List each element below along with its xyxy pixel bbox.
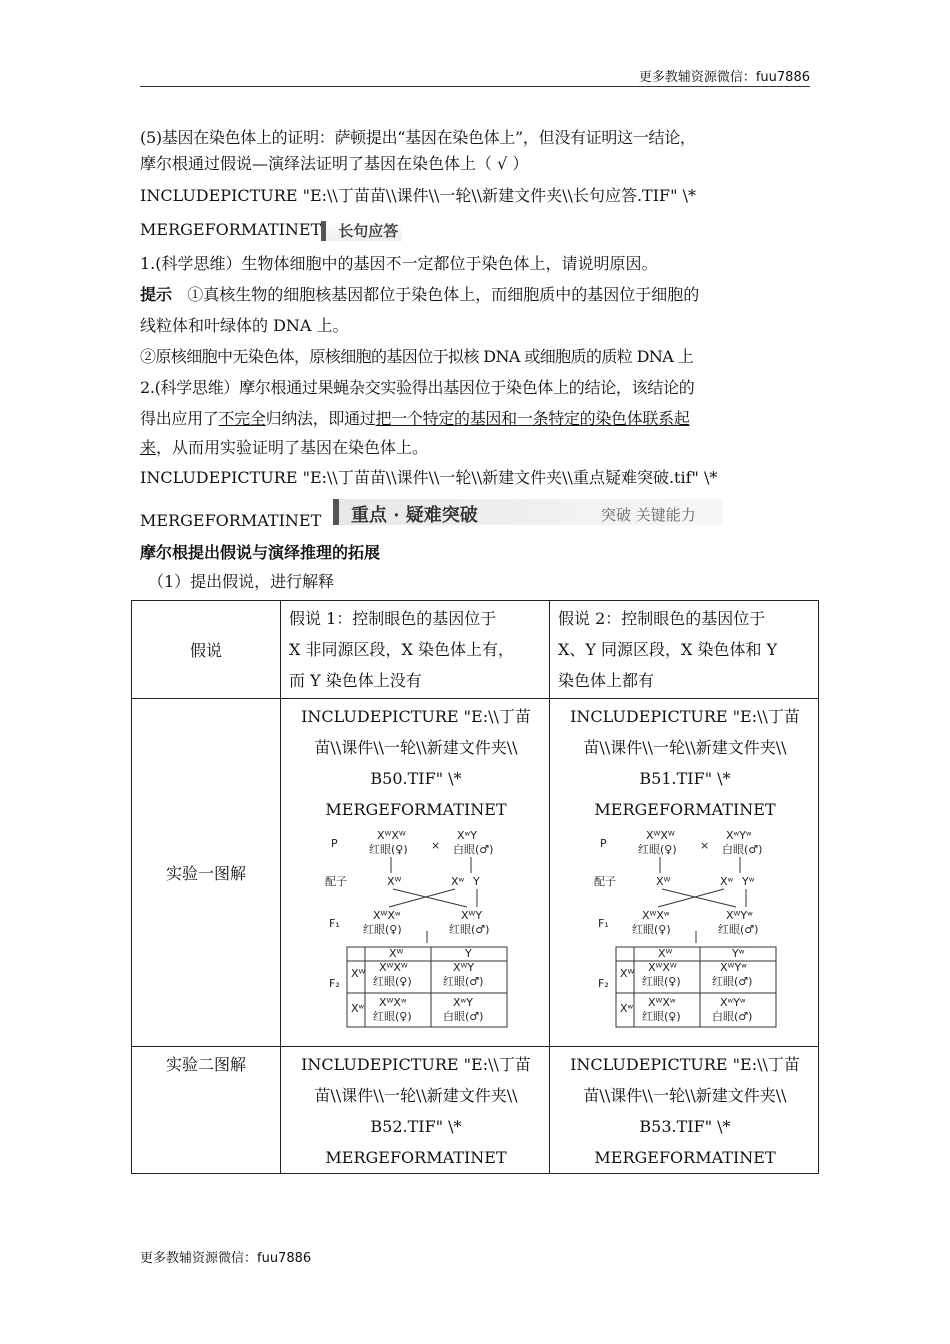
inc-line: B53.TIF" \* xyxy=(639,1117,731,1136)
inc-line: INCLUDEPICTURE "E:\\丁苗 xyxy=(570,707,800,726)
f2-col-2: Y xyxy=(465,947,472,960)
gamete-3: Y xyxy=(473,875,480,888)
h1-line: 假说 1：控制眼色的基因位于 xyxy=(289,609,497,628)
f2-cell-c: XᵂXʷ xyxy=(648,996,676,1009)
f2-row-1: Xᵂ xyxy=(620,967,635,980)
cross-diagram-1 xyxy=(281,825,549,1035)
p-label: P xyxy=(600,837,607,850)
f2-col-1: Xᵂ xyxy=(658,947,673,960)
f2-cell-d-phenotype: 白眼(♂) xyxy=(443,1010,484,1023)
q1-line4: ②原核细胞中无染色体，原核细胞的基因位于拟核 DNA 或细胞质的质粒 DNA 上 xyxy=(140,347,694,366)
page-header xyxy=(140,64,810,87)
inc-line: B52.TIF" \* xyxy=(370,1117,462,1136)
exp2-h1-cell xyxy=(281,1047,550,1174)
gamete-label: 配子 xyxy=(594,875,616,888)
include1-line1: INCLUDEPICTURE "E:\\丁苗苗\\课件\\一轮\\新建文件夹\\长句应答.TIF" \* xyxy=(140,186,696,205)
f2-cell-b: XᵂY xyxy=(453,961,475,974)
f1-female-genotype: XᵂXʷ xyxy=(373,909,401,922)
p-female-phenotype: 红眼(♀) xyxy=(638,843,677,856)
f2-cell-d: XʷYʷ xyxy=(720,996,746,1009)
page-footer: 更多教辅资源微信：fuu7886 xyxy=(140,1251,312,1266)
f1-female-genotype: XᵂXʷ xyxy=(642,909,670,922)
cross-symbol: × xyxy=(700,839,710,852)
p-male-genotype: XʷYʷ xyxy=(726,829,752,842)
f2-cell-b: XᵂYʷ xyxy=(720,961,747,974)
f2-cell-d: XʷY xyxy=(453,996,473,1009)
gamete-1: Xᵂ xyxy=(656,875,671,888)
q2-line3 xyxy=(140,438,428,458)
gamete-1: Xᵂ xyxy=(387,875,402,888)
q2-text-a: 得出应用了 xyxy=(140,409,219,428)
q2-line2 xyxy=(140,409,690,429)
inc-line: MERGEFORMATINET xyxy=(325,1148,507,1167)
gamete-3: Yʷ xyxy=(742,875,755,888)
q1-line2: ①真核生物的细胞核基因都位于染色体上，而细胞质中的基因位于细胞的 xyxy=(187,285,700,304)
exp2-h2-cell xyxy=(550,1047,819,1174)
inc-line: MERGEFORMATINET xyxy=(594,800,776,819)
q1-hint-line xyxy=(140,285,699,305)
exp2-label-text: 实验二图解 xyxy=(165,1055,246,1074)
f2-cell-b-phenotype: 红眼(♂) xyxy=(443,975,484,988)
exp1-h2-cell xyxy=(550,699,819,1047)
h1-line: X 非同源区段，X 染色体上有， xyxy=(289,640,514,659)
inc-line: B50.TIF" \* xyxy=(370,769,462,788)
include-b50 xyxy=(281,699,549,825)
inc-line: INCLUDEPICTURE "E:\\丁苗 xyxy=(301,707,531,726)
q2-text-b: 归纳法，即通过 xyxy=(265,409,376,428)
para5-line2: 摩尔根通过假说—演绎法证明了基因在染色体上（ √ ） xyxy=(140,154,529,173)
f1-male-genotype: XᵂY xyxy=(461,909,483,922)
h2-line: 染色体上都有 xyxy=(558,671,655,690)
f1-female-phenotype: 红眼(♀) xyxy=(363,923,402,936)
f2-cell-a-phenotype: 红眼(♀) xyxy=(642,975,681,988)
f2-cell-d-phenotype: 白眼(♂) xyxy=(712,1010,753,1023)
answer-underline-1: 不完全 xyxy=(218,409,266,428)
f2-label: F₂ xyxy=(329,977,340,990)
f2-cell-b-phenotype: 红眼(♂) xyxy=(712,975,753,988)
include-b52 xyxy=(281,1047,549,1173)
inc-line: MERGEFORMATINET xyxy=(594,1148,776,1167)
f2-cell-a: XᵂXᵂ xyxy=(379,961,408,974)
p-female-genotype: XᵂXᵂ xyxy=(377,829,406,842)
p-male-phenotype: 白眼(♂) xyxy=(453,843,494,856)
f2-cell-c-phenotype: 红眼(♀) xyxy=(642,1010,681,1023)
banner-long-answer: 长句应答 xyxy=(321,221,402,241)
f1-male-genotype: XᵂYʷ xyxy=(726,909,753,922)
q2-text-c: ，从而用实验证明了基因在染色体上。 xyxy=(156,438,429,457)
f1-male-phenotype: 红眼(♂) xyxy=(449,923,490,936)
h1-line: 而 Y 染色体上没有 xyxy=(289,671,422,690)
include1-field: MERGEFORMATINET xyxy=(140,220,322,239)
q1-line1: 1.(科学思维）生物体细胞中的基因不一定都位于染色体上，请说明原因。 xyxy=(140,254,658,273)
p-female-phenotype: 红眼(♀) xyxy=(369,843,408,856)
include-b53 xyxy=(550,1047,818,1173)
banner-subtitle: 突破 关键能力 xyxy=(601,506,696,524)
gamete-label: 配子 xyxy=(325,875,347,888)
header-text: 更多教辅资源微信：fuu7886 xyxy=(638,70,810,85)
inc-line: INCLUDEPICTURE "E:\\丁苗 xyxy=(301,1055,531,1074)
hypothesis-1-cell xyxy=(281,601,550,699)
f2-col-1: Xᵂ xyxy=(389,947,404,960)
inc-line: INCLUDEPICTURE "E:\\丁苗 xyxy=(570,1055,800,1074)
f1-label: F₁ xyxy=(598,917,609,930)
answer-underline-2: 把一个特定的基因和一条特定的染色体联系起 xyxy=(375,409,690,428)
answer-underline-3: 来 xyxy=(140,438,157,457)
p-label: P xyxy=(331,837,338,850)
row-label-exp1: 实验一图解 xyxy=(132,699,281,1047)
include1-line2 xyxy=(140,220,402,241)
h2-line: X、Y 同源区段，X 染色体和 Y xyxy=(558,640,778,659)
q2-line1: 2.(科学思维）摩尔根通过果蝇杂交实验得出基因位于染色体上的结论，该结论的 xyxy=(140,378,695,397)
f2-cell-a: XᵂXᵂ xyxy=(648,961,677,974)
include2-line1: INCLUDEPICTURE "E:\\丁苗苗\\课件\\一轮\\新建文件夹\\重点疑难突破.tif" \* xyxy=(140,468,718,487)
f2-cell-a-phenotype: 红眼(♀) xyxy=(373,975,412,988)
f2-row-2: Xʷ xyxy=(351,1002,365,1015)
inc-line: MERGEFORMATINET xyxy=(325,800,507,819)
section-sub: （1）提出假说，进行解释 xyxy=(148,572,335,591)
gamete-2: Xʷ xyxy=(720,875,734,888)
inc-line: 苗\\课件\\一轮\\新建文件夹\\ xyxy=(314,738,518,757)
hint-label: 提示 xyxy=(140,285,173,304)
f2-cell-c: XᵂXʷ xyxy=(379,996,407,1009)
para5-line1: (5)基因在染色体上的证明：萨顿提出“基因在染色体上”，但没有证明这一结论， xyxy=(140,128,696,147)
f1-female-phenotype: 红眼(♀) xyxy=(632,923,671,936)
include2-line2: MERGEFORMATINET xyxy=(140,511,322,530)
inc-line: 苗\\课件\\一轮\\新建文件夹\\ xyxy=(583,738,787,757)
f1-label: F₁ xyxy=(329,917,340,930)
f2-row-1: Xᵂ xyxy=(351,967,366,980)
hypothesis-table xyxy=(131,600,819,1174)
cross-diagram-2 xyxy=(550,825,818,1035)
p-female-genotype: XᵂXᵂ xyxy=(646,829,675,842)
cross-symbol: × xyxy=(431,839,441,852)
p-male-genotype: XʷY xyxy=(457,829,477,842)
h2-line: 假说 2：控制眼色的基因位于 xyxy=(558,609,766,628)
f2-row-2: Xʷ xyxy=(620,1002,634,1015)
f2-col-2: Yʷ xyxy=(732,947,745,960)
row-label-hypothesis: 假说 xyxy=(132,601,281,699)
hypothesis-2-cell xyxy=(550,601,819,699)
f1-male-phenotype: 红眼(♂) xyxy=(718,923,759,936)
p-male-phenotype: 白眼(♂) xyxy=(722,843,763,856)
inc-line: 苗\\课件\\一轮\\新建文件夹\\ xyxy=(314,1086,518,1105)
inc-line: B51.TIF" \* xyxy=(639,769,731,788)
row-label-exp2 xyxy=(132,1047,281,1174)
banner-key-difficulty xyxy=(333,499,723,525)
exp1-h1-cell xyxy=(281,699,550,1047)
banner-title: 重点 · 疑难突破 xyxy=(351,505,478,526)
q1-line3: 线粒体和叶绿体的 DNA 上。 xyxy=(140,316,349,335)
f2-label: F₂ xyxy=(598,977,609,990)
section-title: 摩尔根提出假说与演绎推理的拓展 xyxy=(140,543,381,562)
include-b51 xyxy=(550,699,818,825)
hypothesis-2 xyxy=(550,601,818,696)
inc-line: 苗\\课件\\一轮\\新建文件夹\\ xyxy=(583,1086,787,1105)
f2-cell-c-phenotype: 红眼(♀) xyxy=(373,1010,412,1023)
hypothesis-1 xyxy=(281,601,549,696)
gamete-2: Xʷ xyxy=(451,875,465,888)
